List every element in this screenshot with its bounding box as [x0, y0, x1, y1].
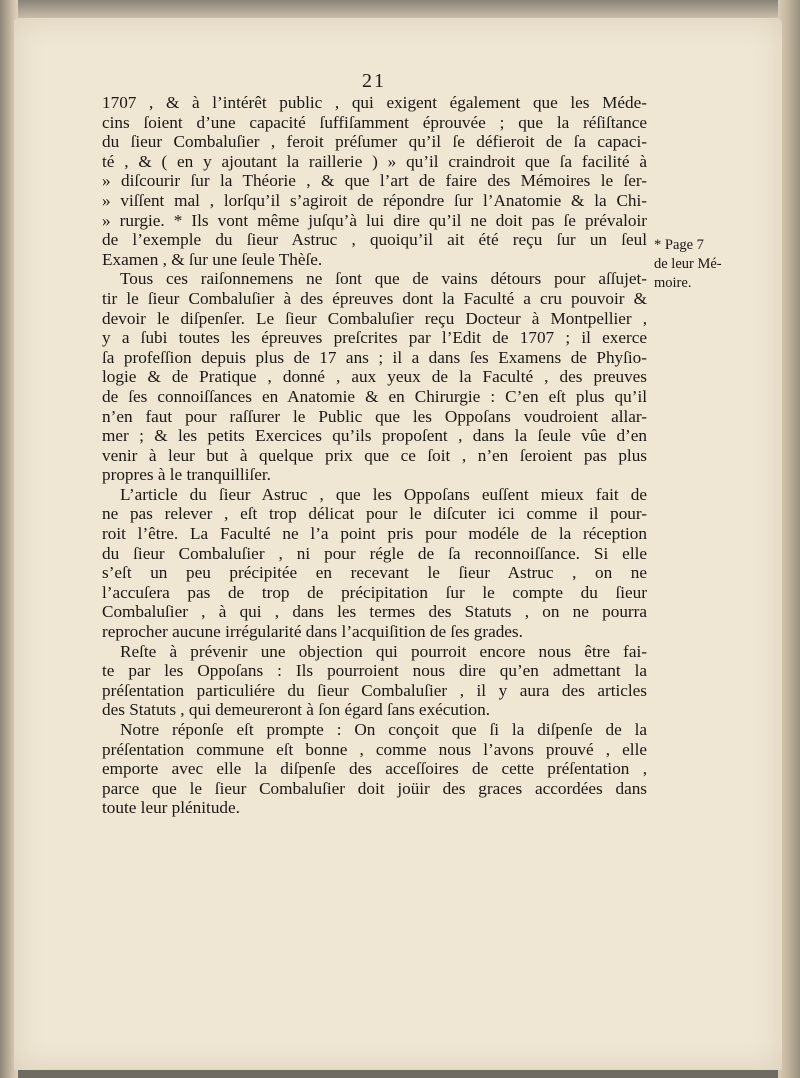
- margin-note: [654, 236, 730, 293]
- text-line: » diſcourir ſur la Théorie , & que l’art de faire des Mémoires le ſer-: [102, 171, 647, 191]
- text-line: logie & de Pratique , donné , aux yeux de la Faculté , des preuves: [102, 367, 647, 387]
- text-line: ne pas relever , eſt trop délicat pour le diſcuter ici comme il pour-: [102, 504, 647, 524]
- text-line: ſa profeſſion depuis plus de 17 ans ; il a dans ſes Examens de Phyſio-: [102, 347, 647, 367]
- text-line: préſentation commune eſt bonne , comme nous l’avons prouvé , elle: [102, 739, 647, 759]
- text-line: l’accuſera pas de trop de précipitation ſur le compte du ſieur: [102, 582, 647, 602]
- text-line: des Statuts , qui demeureront à ſon égard ſans exécution.: [102, 700, 491, 720]
- margin-note-line: * Page 7: [654, 237, 704, 253]
- text-line: Combaluſier , à qui , dans les termes des Statuts , on ne pourra: [102, 602, 647, 622]
- text-line: cins ſoient d’une capacité ſuffiſamment éprouvée ; que la réſiſtance: [102, 112, 647, 132]
- text-line: toute leur plénitude.: [102, 798, 240, 818]
- text-line: mer ; & les petits Exercices qu’ils propoſent , dans la ſeule vûe d’en: [102, 426, 647, 446]
- text-line: » rurgie. * Ils vont même juſqu’à lui dire qu’il ne doit pas ſe prévaloir: [102, 210, 647, 230]
- text-line: de l’exemple du ſieur Astruc , quoiqu’il ait été reçu ſur un ſeul: [102, 230, 647, 250]
- text-line: reprocher aucune irrégularité dans l’acquiſition de ſes grades.: [102, 622, 523, 642]
- text-line: L’article du ſieur Astruc , que les Oppoſans euſſent mieux fait de: [120, 484, 647, 504]
- text-line: 1707 , & à l’intérêt public , qui exigent également que les Méde-: [102, 93, 647, 112]
- margin-note-line: de leur Mé-: [654, 256, 722, 272]
- text-line: tir le ſieur Combaluſier à des épreuves dont la Faculté a cru pouvoir &: [102, 288, 647, 308]
- book-page: [14, 18, 782, 1070]
- text-line: préſentation particuliére du ſieur Combaluſier , il y aura des articles: [102, 680, 647, 700]
- body-text: [102, 93, 647, 818]
- text-line: Reſte à prévenir une objection qui pourroit encore nous être fai-: [120, 641, 647, 661]
- text-line: du ſieur Combaluſier , feroit préſumer qu’il ſe défieroit de ſa capaci-: [102, 132, 647, 152]
- text-line: devoir le diſpenſer. Le ſieur Combaluſier reçu Docteur à Montpellier ,: [102, 308, 647, 328]
- text-line: venir à leur but à quelque prix que ce ſoit , n’en ſeroient pas plus: [102, 445, 647, 465]
- text-line: Tous ces raiſonnemens ne ſont que de vains détours pour aſſujet-: [120, 269, 647, 289]
- text-line: Examen , & ſur une ſeule Thèſe.: [102, 249, 323, 269]
- text-line: du ſieur Combaluſier , ni pour régle de ſa reconnoiſſance. Si elle: [102, 543, 647, 563]
- text-line: » viſſent mal , lorſqu’il s’agiroit de répondre ſur l’Anatomie & la Chi-: [102, 190, 647, 210]
- text-line: y a ſubi toutes les épreuves preſcrites par l’Edit de 1707 ; il exerce: [102, 328, 647, 348]
- text-line: té , & ( en y ajoutant la raillerie ) » qu’il craindroit que ſa facilité à: [102, 151, 647, 171]
- text-line: parce que le ſieur Combaluſier doit joüir des graces accordées dans: [102, 778, 647, 798]
- text-line: de ſes connoiſſances en Anatomie & en Chirurgie : C’en eſt plus qu’il: [102, 386, 647, 406]
- text-line: propres à le tranquilliſer.: [102, 465, 271, 485]
- text-line: te par les Oppoſans : Ils pourroient nous dire qu’en admettant la: [102, 661, 647, 681]
- text-line: n’en faut pour raſſurer le Public que les Oppoſans voudroient allar-: [102, 406, 647, 426]
- text-line: Notre réponſe eſt prompte : On conçoit que ſi la diſpenſe de la: [120, 720, 647, 739]
- text-line: s’eſt un peu précipitée en recevant le ſieur Astruc , on ne: [102, 563, 647, 583]
- margin-note-line: moire.: [654, 275, 692, 291]
- text-line: roit l’être. La Faculté ne l’a point pris pour modéle de la réception: [102, 524, 647, 544]
- text-line: emporte avec elle la diſpenſe des acceſſoires de cette préſentation ,: [102, 759, 647, 779]
- page-number: 21: [362, 70, 386, 92]
